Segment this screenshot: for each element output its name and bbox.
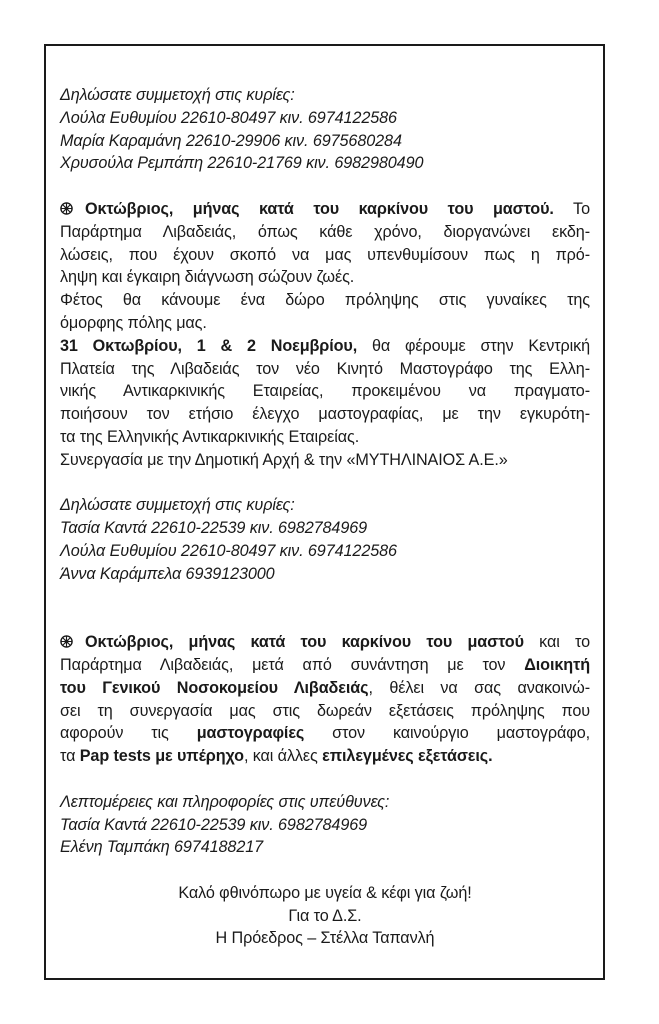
announcement-line: τα της Ελληνικής Αντικαρκινικής Εταιρείας. xyxy=(60,427,360,446)
contact-line: Χρυσούλα Ρεμπάπη 22610-21769 κιν. 6982980490 xyxy=(60,154,424,173)
contacts-heading: Λεπτομέρειες και πληροφορίες στις υπεύθυνες: xyxy=(60,792,390,811)
closing-line: Για το Δ.Σ. xyxy=(288,906,362,925)
announcement-title: Οκτώβριος, μήνας κατά του καρκίνου του μαστού. xyxy=(85,199,554,218)
signature-line: Η Πρόεδρος – Στέλλα Ταπανλή xyxy=(215,929,435,948)
contacts-heading: Δηλώσατε συμμετοχή στις κυρίες: xyxy=(60,496,295,515)
contact-line: Τασία Καντά 22610-22539 κιν. 6982784969 xyxy=(60,519,368,538)
announcement-line: ποιήσουν τον ετήσιο έλεγχο μαστογραφίας, με την εγκυρότη- xyxy=(60,405,590,424)
document-frame xyxy=(44,44,605,980)
announcement-line: όμορφης πόλης μας. xyxy=(60,313,207,332)
announcement-line: ληψη και έγκαιρη διάγνωση σώζουν ζωές. xyxy=(60,268,355,287)
announcement-line: τα Pap tests με υπέρηχο, και άλλες επιλεγμένες εξετάσεις. xyxy=(60,747,493,766)
contact-line: Λούλα Ευθυμίου 22610-80497 κιν. 6974122586 xyxy=(60,541,397,560)
announcement-line: νικής Αντικαρκινικής Εταιρείας, προκειμένου να πραγματο- xyxy=(60,382,590,401)
closing-line: Καλό φθινόπωρο με υγεία & κέφι για ζωή! xyxy=(178,883,472,902)
contact-line: Άννα Καράμπελα 6939123000 xyxy=(60,564,275,583)
document-body xyxy=(60,84,590,950)
contact-line: Μαρία Καραμάνη 22610-29906 κιν. 6975680284 xyxy=(60,131,402,150)
announcement-line: του Γενικού Νοσοκομείου Λιβαδειάς, θέλει να σας ανακοινώ- xyxy=(60,678,591,697)
announcement-line: Οκτώβριος, μήνας κατά του καρκίνου του μαστού. Το xyxy=(60,198,590,221)
announcement-2 xyxy=(60,631,590,768)
announcement-line: Παράρτημα Λιβαδειάς, όπως κάθε χρόνο, διοργανώνει εκδη- xyxy=(60,222,590,241)
announcement-line: αφορούν τις μαστογραφίες στον καινούργιο μαστογράφο, xyxy=(60,724,590,743)
announcement-line: λώσεις, που έχουν σκοπό να μας υπενθυμίσουν πως η πρό- xyxy=(60,245,590,264)
announcement-line: Οκτώβριος, μήνας κατά του καρκίνου του μαστού και το xyxy=(60,631,590,654)
announcement-line: σει τη συνεργασία μας στις δωρεάν εξετάσεις πρόληψης που xyxy=(60,701,590,720)
flower-icon xyxy=(60,202,73,215)
flower-icon xyxy=(60,635,73,648)
announcement-line: Συνεργασία με την Δημοτική Αρχή & την «ΜΥΤΗΛΙΝΑΙΟΣ Α.Ε.» xyxy=(60,450,508,469)
event-dates: 31 Οκτωβρίου, 1 & 2 Νοεμβρίου, xyxy=(60,336,358,355)
contact-line: Τασία Καντά 22610-22539 κιν. 6982784969 xyxy=(60,815,368,834)
contact-line: Λούλα Ευθυμίου 22610-80497 κιν. 6974122586 xyxy=(60,108,397,127)
contacts-block-1 xyxy=(60,84,590,175)
announcement-line: 31 Οκτωβρίου, 1 & 2 Νοεμβρίου, θα φέρουμε στην Κεντρική xyxy=(60,336,590,355)
announcement-title: Οκτώβριος, μήνας κατά του καρκίνου του μαστού xyxy=(85,633,524,652)
announcement-line: Παράρτημα Λιβαδειάς, μετά από συνάντηση με τον Διοικητή xyxy=(60,655,590,674)
closing-signature xyxy=(60,882,590,950)
announcement-1 xyxy=(60,198,590,472)
contact-line: Ελένη Ταμπάκη 6974188217 xyxy=(60,838,264,857)
contacts-heading: Δηλώσατε συμμετοχή στις κυρίες: xyxy=(60,86,295,104)
announcement-line: Πλατεία της Λιβαδειάς τον νέο Κινητό Μαστογράφο της Ελλη- xyxy=(60,359,590,378)
announcement-line: Φέτος θα κάνουμε ένα δώρο πρόληψης στις γυναίκες της xyxy=(60,291,590,310)
contacts-block-2 xyxy=(60,494,590,585)
contacts-block-3 xyxy=(60,791,590,859)
